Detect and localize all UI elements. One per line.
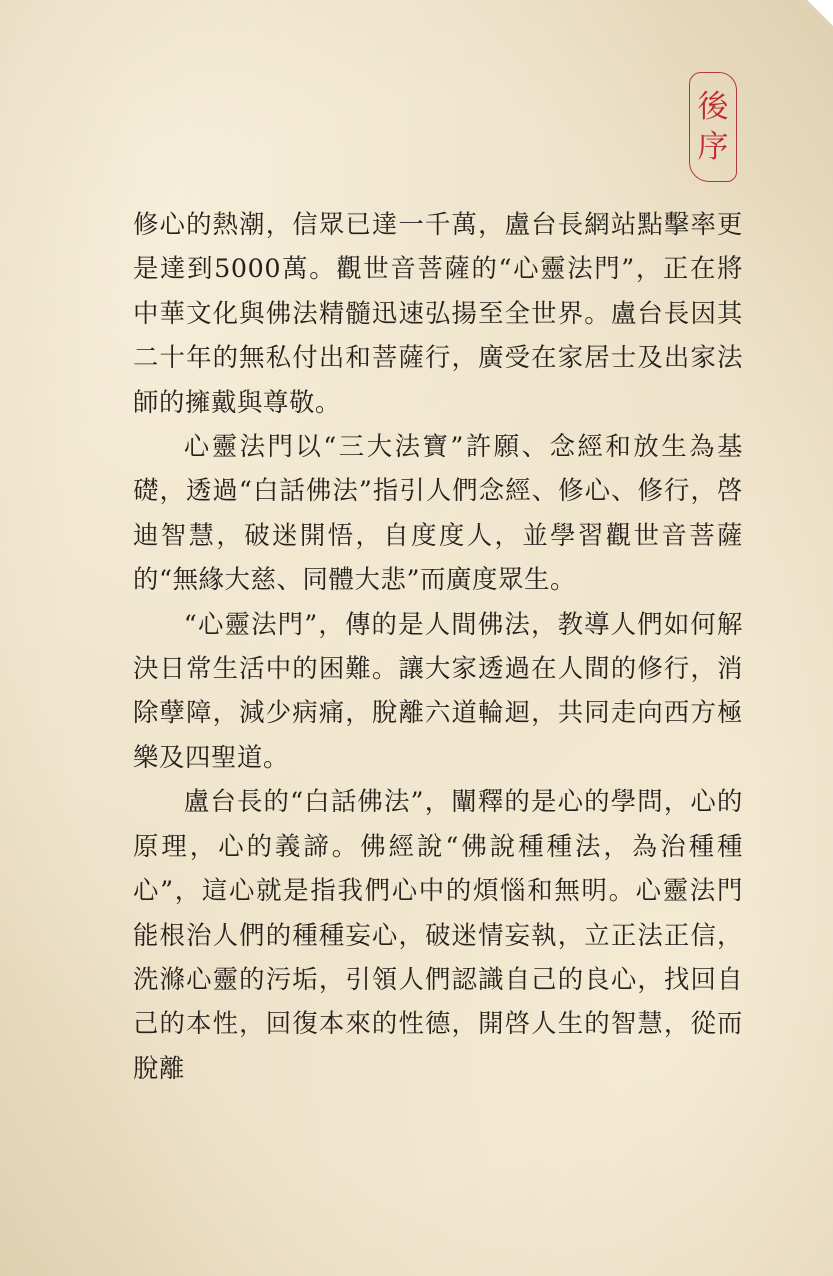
body-text <box>133 202 743 1090</box>
paragraph-1: 修心的熱潮，信眾已達一千萬，盧台長網站點擊率更是達到5000萬。觀世音菩薩的“心靈法門”，正在將中華文化與佛法精髓迅速弘揚至全世界。盧台長因其二十年的無私付出和菩薩行，廣受在家居士及出家法師的擁戴與尊敬。 <box>133 209 743 417</box>
postscript-seal <box>689 72 737 182</box>
paragraph-2: 心靈法門以“三大法寶”許願、念經和放生為基礎，透過“白話佛法”指引人們念經、修心、修行，啓迪智慧，破迷開悟，自度度人，並學習觀世音菩薩的“無緣大慈、同體大悲”而廣度眾生。 <box>133 431 743 595</box>
page-corner <box>807 0 833 26</box>
paragraph-4: 盧台長的“白話佛法”，闡釋的是心的學問，心的原理，心的義諦。佛經說“佛說種種法，為治種種心”，這心就是指我們心中的煩惱和無明。心靈法門能根治人們的種種妄心，破迷情妄執，立正法正信，洗滌心靈的污垢，引領人們認識自己的良心，找回自己的本性，回復本來的性德，開啓人生的智慧，從而脫離 <box>133 786 743 1083</box>
paragraph-3: “心靈法門”，傳的是人間佛法，教導人們如何解決日常生活中的困難。讓大家透過在人間的修行，消除孽障，減少病痛，脫離六道輪迴，共同走向西方極樂及四聖道。 <box>133 608 743 772</box>
seal-char-1: 後 <box>697 89 729 125</box>
seal-char-2: 序 <box>697 129 729 165</box>
